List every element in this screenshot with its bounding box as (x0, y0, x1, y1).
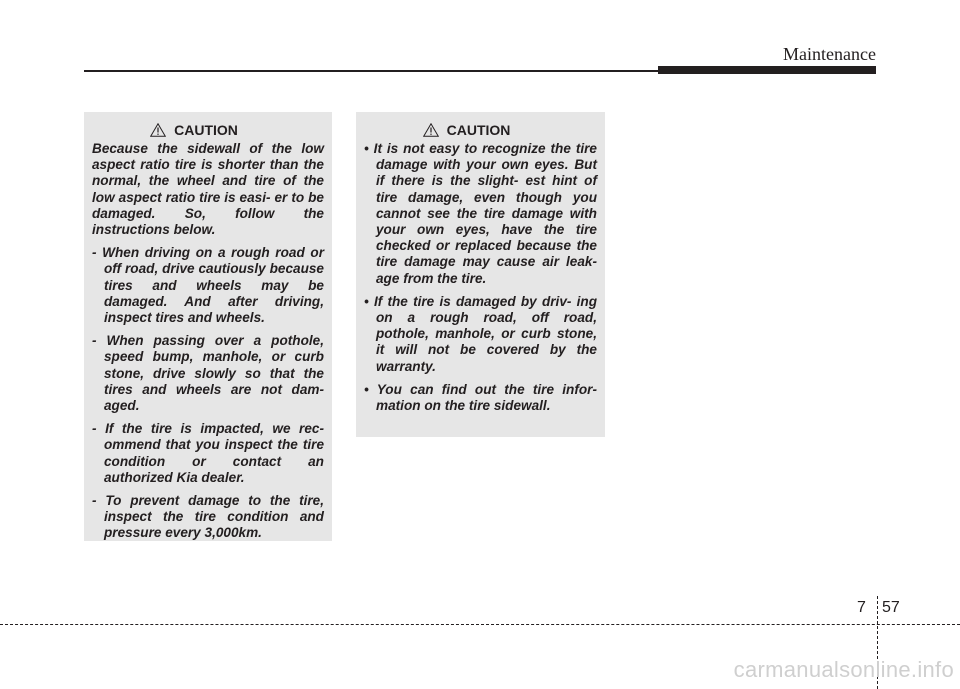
warning-triangle-icon (423, 123, 439, 137)
header-rule-thin (84, 70, 664, 72)
caution-heading-label: CAUTION (174, 122, 238, 138)
caution-heading-label: CAUTION (446, 122, 511, 138)
warning-triangle-icon (150, 123, 166, 137)
caution-list-item: - When passing over a pothole, speed bump, manhole, or curb stone, drive slowly so that the tires and wheels are not dam- aged. (92, 333, 324, 414)
caution-bullet-item: • You can find out the tire infor- mation on the tire sidewall. (364, 381, 597, 414)
caution-bullet-item: • If the tire is damaged by driv- ing on a rough road, off road, pothole, manhole, or curb stone, it will not be covered by the warranty. (364, 293, 597, 374)
caution-intro-text: Because the sidewall of the low aspect ratio tire is shorter than the normal, the wheel and tire of the low aspect ratio tire is easi- er to be damaged. So, follow the instructions below. (92, 141, 324, 238)
caution-list-item: - When driving on a rough road or off road, drive cautiously because tires and wheels may be damaged. And after driving, inspect tires and wheels. (92, 245, 324, 326)
caution-list-item: - To prevent damage to the tire, inspect the tire condition and pressure every 3,000km. (92, 493, 324, 541)
caution-bullet-item: • It is not easy to recognize the tire damage with your own eyes. But if there is the slight- est hint of tire damage, even though you cannot see the tire damage with your own eyes, have the tire checked or replaced because the tire damage may cause air leak- age from the tire. (364, 141, 597, 286)
caution-box-tire-damage (356, 112, 605, 437)
caution-heading (350, 122, 583, 138)
header-title: Maintenance (783, 44, 876, 64)
header-rule-thick (658, 66, 876, 74)
caution-box-low-aspect (84, 112, 332, 541)
page-chapter-number: 7 (857, 599, 866, 616)
caution-list-item: - If the tire is impacted, we rec- ommend that you inspect the tire condition or contact an authorized Kia dealer. (92, 421, 324, 485)
footer-dashed-rule (0, 624, 960, 625)
page-number: 57 (882, 599, 900, 616)
caution-heading (78, 122, 310, 138)
watermark-link[interactable]: carmanualsonline.info (733, 657, 954, 682)
